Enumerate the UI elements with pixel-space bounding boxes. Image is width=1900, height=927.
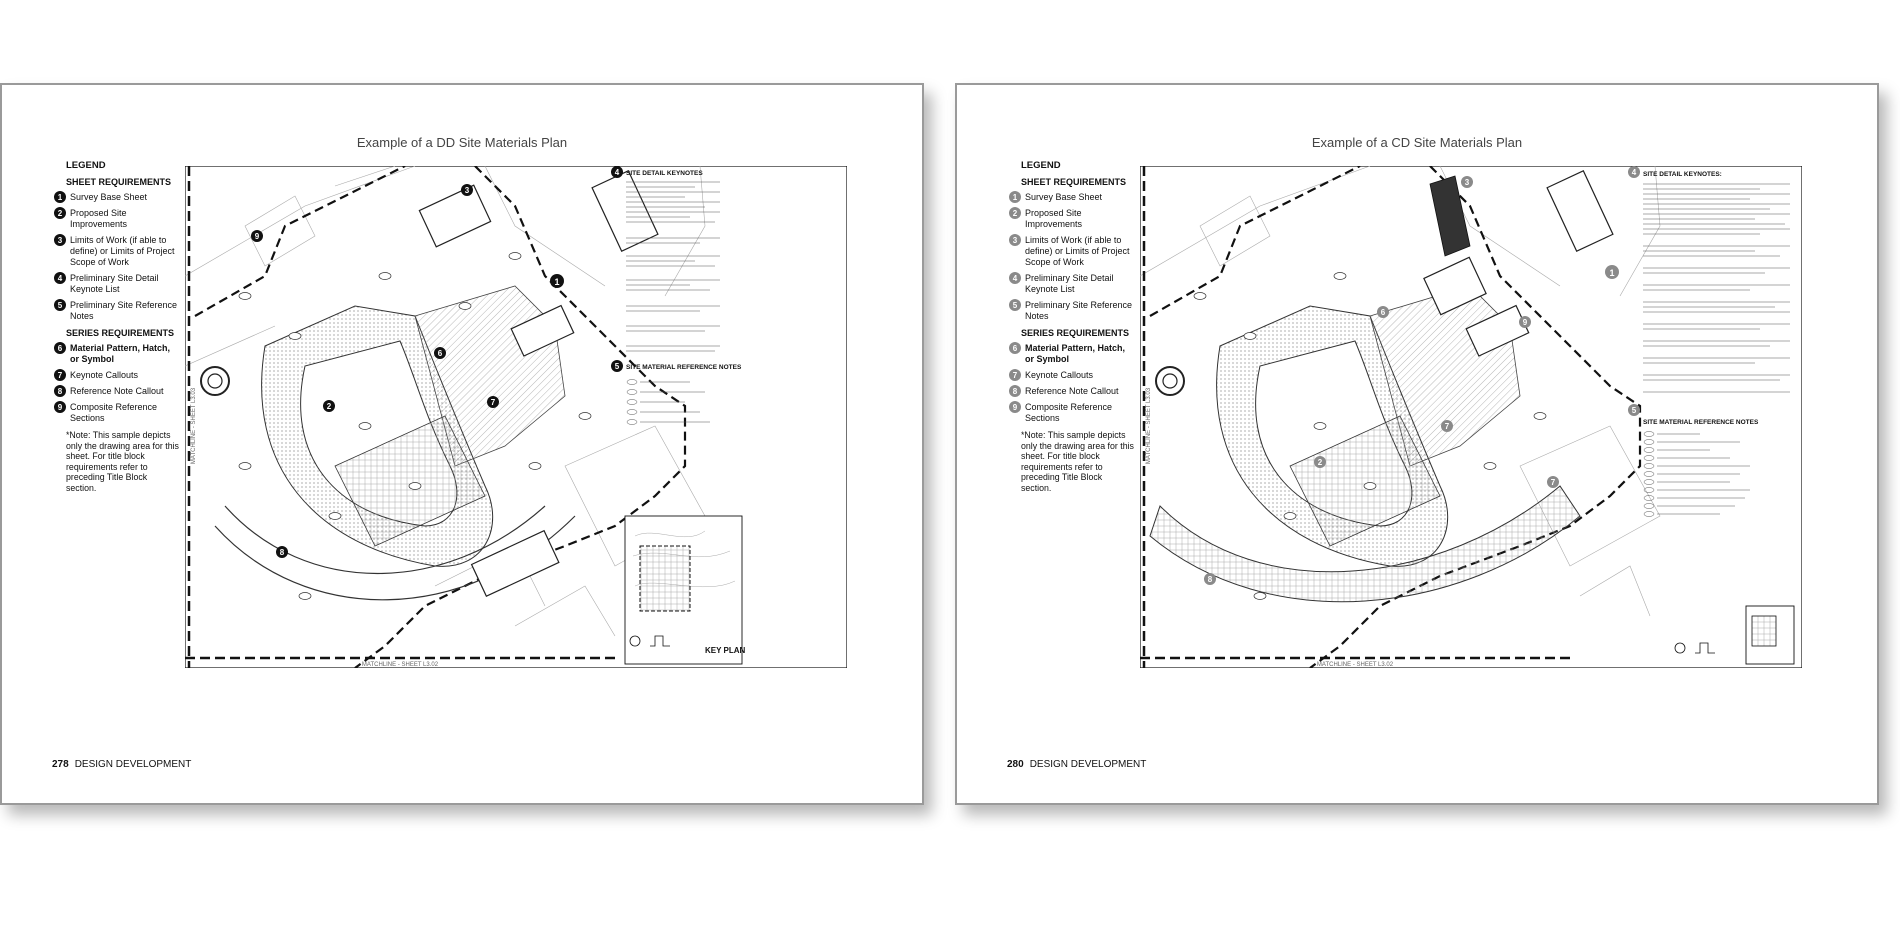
key-plan-label: KEY PLAN <box>705 646 746 655</box>
legend-item-label: Preliminary Site Reference Notes <box>70 300 178 321</box>
matchline-bottom: MATCHLINE - SHEET L3.02 <box>361 662 439 668</box>
legend <box>1009 160 1134 493</box>
legend-item <box>54 402 179 424</box>
svg-text:5: 5 <box>1631 406 1637 415</box>
number-badge-icon: 8 <box>1009 385 1021 397</box>
number-badge-icon: 8 <box>54 385 66 397</box>
section-name: DESIGN DEVELOPMENT <box>74 759 192 770</box>
legend-item-label: Material Pattern, Hatch, or Symbol <box>70 343 171 364</box>
legend-title: LEGEND <box>66 160 106 171</box>
site-plan-drawing <box>1140 166 1802 668</box>
legend-item-label: Survey Base Sheet <box>70 192 148 202</box>
reference-notes-title: SITE MATERIAL REFERENCE NOTES <box>626 364 742 371</box>
number-badge-icon: 1 <box>54 191 66 203</box>
page-footer <box>52 759 191 770</box>
reference-notes-title: SITE MATERIAL REFERENCE NOTES <box>1643 419 1759 426</box>
svg-text:3: 3 <box>1464 178 1470 187</box>
svg-text:9: 9 <box>254 232 260 241</box>
svg-text:7: 7 <box>1550 478 1556 487</box>
series-requirements-title: SERIES REQUIREMENTS <box>66 328 175 338</box>
series-requirements-title: SERIES REQUIREMENTS <box>1021 328 1130 338</box>
legend-item-label: Reference Note Callout <box>1025 386 1119 396</box>
svg-text:8: 8 <box>279 548 285 557</box>
site-plan-svg <box>185 166 847 668</box>
number-badge-icon: 9 <box>54 401 66 413</box>
legend-item <box>54 208 179 230</box>
sheet-requirements-title: SHEET REQUIREMENTS <box>1021 177 1127 187</box>
legend-item-label: Preliminary Site Detail Keynote List <box>1025 273 1114 294</box>
legend-item <box>1009 300 1134 322</box>
legend-item <box>1009 386 1134 397</box>
legend-item-label: Composite Reference Sections <box>1025 402 1113 423</box>
number-badge-icon: 1 <box>1009 191 1021 203</box>
book-page-left <box>0 83 924 805</box>
legend-item <box>54 370 179 381</box>
legend-item <box>54 192 179 203</box>
number-badge-icon: 3 <box>54 234 66 246</box>
legend-item <box>1009 402 1134 424</box>
legend-item <box>54 300 179 322</box>
legend-item-label: Preliminary Site Reference Notes <box>1025 300 1133 321</box>
svg-text:8: 8 <box>1207 575 1213 584</box>
number-badge-icon: 9 <box>1009 401 1021 413</box>
svg-text:7: 7 <box>490 398 496 407</box>
page-number: 278 <box>52 759 69 770</box>
legend-item-label: Limits of Work (if able to define) or Limits of Project Scope of Work <box>70 235 175 267</box>
matchline-bottom: MATCHLINE - SHEET L3.02 <box>1316 662 1394 668</box>
legend-item-label: Keynote Callouts <box>70 370 139 380</box>
number-badge-icon: 3 <box>1009 234 1021 246</box>
legend-note: *Note: This sample depicts only the drawing area for this sheet. For title block requirements refer to preceding Title Block section. <box>66 430 179 493</box>
page-title: Example of a CD Site Materials Plan <box>1311 135 1523 150</box>
legend-title: LEGEND <box>1021 160 1061 171</box>
legend-item <box>1009 343 1134 365</box>
legend-item-label: Composite Reference Sections <box>70 402 158 423</box>
svg-text:6: 6 <box>437 349 443 358</box>
matchline-left: MATCHLINE - SHEET L3.03 <box>191 387 197 465</box>
legend <box>54 160 179 493</box>
number-badge-icon: 2 <box>54 207 66 219</box>
site-plan-drawing <box>185 166 847 668</box>
number-badge-icon: 5 <box>1009 299 1021 311</box>
legend-item <box>1009 192 1134 203</box>
key-plan <box>625 516 746 664</box>
legend-item-label: Material Pattern, Hatch, or Symbol <box>1025 343 1126 364</box>
legend-item-label: Keynote Callouts <box>1025 370 1094 380</box>
number-badge-icon: 7 <box>1009 369 1021 381</box>
page-footer <box>1007 759 1146 770</box>
matchline-left: MATCHLINE - SHEET L3.03 <box>1146 387 1152 465</box>
sheet-requirements-title: SHEET REQUIREMENTS <box>66 177 172 187</box>
legend-note: *Note: This sample depicts only the drawing area for this sheet. For title block requirements refer to preceding Title Block section. <box>1021 430 1134 493</box>
svg-text:4: 4 <box>1631 168 1637 177</box>
page-number: 280 <box>1007 759 1024 770</box>
svg-text:1: 1 <box>1609 268 1615 278</box>
legend-item-label: Preliminary Site Detail Keynote List <box>70 273 159 294</box>
number-badge-icon: 2 <box>1009 207 1021 219</box>
svg-text:5: 5 <box>614 362 620 371</box>
svg-text:2: 2 <box>326 402 332 411</box>
legend-item-label: Proposed Site Improvements <box>70 208 128 229</box>
legend-item-label: Reference Note Callout <box>70 386 164 396</box>
legend-item <box>54 386 179 397</box>
section-name: DESIGN DEVELOPMENT <box>1029 759 1147 770</box>
svg-text:4: 4 <box>614 168 620 177</box>
legend-item <box>1009 370 1134 381</box>
svg-text:7: 7 <box>1444 422 1450 431</box>
number-badge-icon: 4 <box>54 272 66 284</box>
legend-item <box>54 273 179 295</box>
svg-text:1: 1 <box>554 277 560 287</box>
legend-item <box>1009 235 1134 268</box>
number-badge-icon: 4 <box>1009 272 1021 284</box>
legend-item <box>1009 208 1134 230</box>
legend-item <box>54 235 179 268</box>
svg-text:2: 2 <box>1317 458 1323 467</box>
number-badge-icon: 6 <box>1009 342 1021 354</box>
legend-item-label: Proposed Site Improvements <box>1025 208 1083 229</box>
number-badge-icon: 7 <box>54 369 66 381</box>
legend-item <box>1009 273 1134 295</box>
number-badge-icon: 6 <box>54 342 66 354</box>
svg-text:9: 9 <box>1522 318 1528 327</box>
svg-text:3: 3 <box>464 186 470 195</box>
page-title: Example of a DD Site Materials Plan <box>356 135 568 150</box>
book-page-right <box>955 83 1879 805</box>
keynotes-title: SITE DETAIL KEYNOTES <box>626 170 703 177</box>
legend-item-label: Limits of Work (if able to define) or Limits of Project Scope of Work <box>1025 235 1130 267</box>
number-badge-icon: 5 <box>54 299 66 311</box>
legend-item <box>54 343 179 365</box>
site-plan-svg <box>1140 166 1802 668</box>
keynotes-title: SITE DETAIL KEYNOTES: <box>1643 171 1722 178</box>
legend-item-label: Survey Base Sheet <box>1025 192 1103 202</box>
svg-text:6: 6 <box>1380 308 1386 317</box>
